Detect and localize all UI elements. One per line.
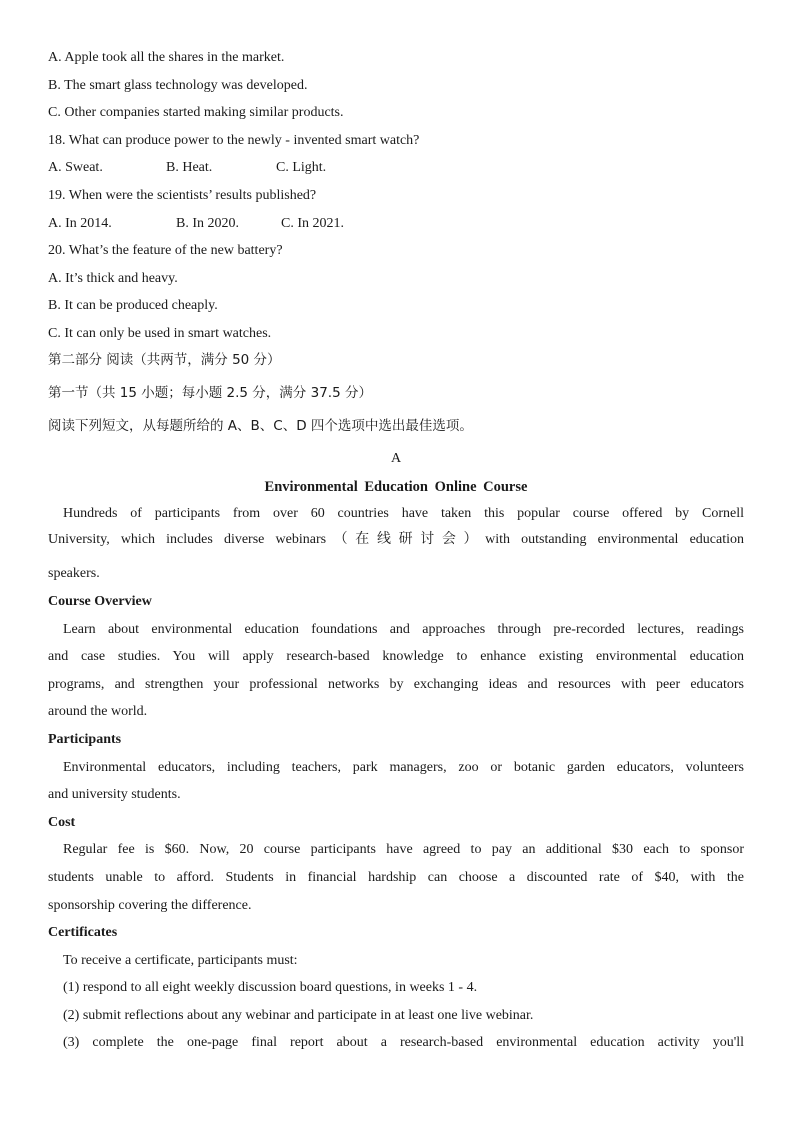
overview-line-3: programs, and strengthen your professional networks by exchanging ideas and resources with peer educators [48,677,744,692]
q17-option-a: A. Apple took all the shares in the market. [48,50,285,65]
intro-line-2: University, which includes diverse webinars（在线研讨会）with outstanding environmental education [48,532,744,547]
participants-line-1: Environmental educators, including teachers, park managers, zoo or botanic garden educators, volunteers [63,760,744,775]
q17-option-c: C. Other companies started making similar products. [48,105,344,120]
q18-options [48,158,326,178]
section-sub-heading: 第一节（共 15 小题；每小题 2.5 分，满分 37.5 分） [48,385,372,401]
cost-line-3: sponsorship covering the difference. [48,898,252,913]
participants-line-2: and university students. [48,787,181,802]
cost-heading: Cost [48,815,76,830]
q19-option-c: C. In 2021. [281,216,344,231]
certificate-requirement-1: (1) respond to all eight weekly discussion board questions, in weeks 1 - 4. [63,980,478,995]
section-instruction: 阅读下列短文，从每题所给的 A、B、C、D 四个选项中选出最佳选项。 [48,418,473,434]
cost-line-2: students unable to afford. Students in financial hardship can choose a discounted rate of $40, with the [48,870,744,885]
q19-question: 19. When were the scientists’ results published? [48,188,317,203]
overview-line-2: and case studies. You will apply research-based knowledge to enhance existing environmental education [48,649,744,664]
overview-line-4: around the world. [48,704,148,719]
q20-question: 20. What’s the feature of the new battery? [48,243,283,258]
q18-option-a: A. Sweat. [48,160,103,175]
certificate-requirement-2: (2) submit reflections about any webinar and participate in at least one live webinar. [63,1008,534,1023]
q19-options [48,214,344,234]
q18-option-b: B. Heat. [166,160,213,175]
q20-option-a: A. It’s thick and heavy. [48,271,178,286]
q19-option-b: B. In 2020. [176,216,239,231]
intro-line-1: Hundreds of participants from over 60 countries have taken this popular course offered by Cornell [63,506,744,521]
overview-line-1: Learn about environmental education foundations and approaches through pre-recorded lectures, readings [63,622,744,637]
q20-option-b: B. It can be produced cheaply. [48,298,218,313]
participants-heading: Participants [48,732,122,747]
q19-option-a: A. In 2014. [48,216,112,231]
q17-option-b: B. The smart glass technology was developed. [48,78,308,93]
course-overview-heading: Course Overview [48,594,152,609]
q18-question: 18. What can produce power to the newly - invented smart watch? [48,133,420,148]
certificates-heading: Certificates [48,925,118,940]
certificate-requirement-3: (3) complete the one-page final report about a research-based environmental education activity you'll [63,1035,744,1050]
certificates-intro: To receive a certificate, participants must: [63,953,298,968]
intro-line-3: speakers. [48,566,100,581]
section-part-heading: 第二部分 阅读（共两节，满分 50 分） [48,352,281,368]
cost-line-1: Regular fee is $60. Now, 20 course participants have agreed to pay an additional $30 each to sponsor [63,842,744,857]
q20-option-c: C. It can only be used in smart watches. [48,326,272,341]
q18-option-c: C. Light. [276,160,327,175]
passage-letter: A [390,451,402,466]
passage-title: Environmental Education Online Course [264,479,528,495]
